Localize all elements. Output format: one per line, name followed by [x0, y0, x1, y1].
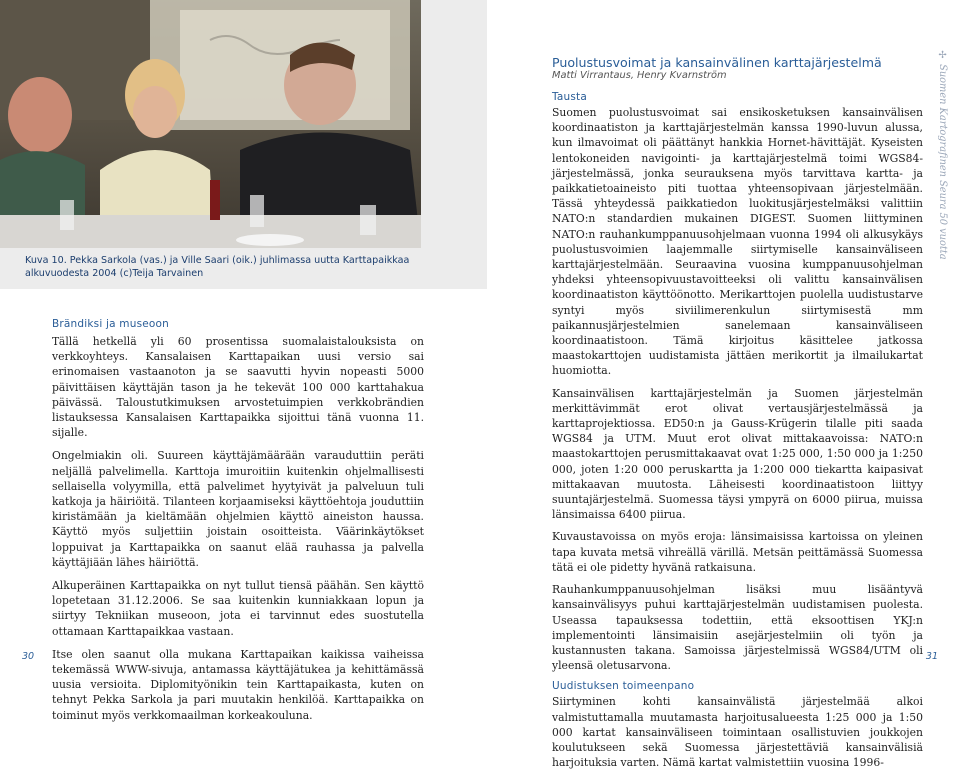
- paragraph: Alkuperäinen Karttapaikka on nyt tullut tiensä päähän. Sen käyttö lopetetaan 31.12.2006. Se saa kuitenkin kunniakkaan lopun ja siirtyy Tekniikan museoon, jota ei tarvinnut edes suostutella ottamaan Karttapaikkaa vastaan.: [52, 579, 424, 638]
- page-number-right: 31: [925, 651, 938, 662]
- side-running-title: [930, 50, 948, 260]
- right-column: [552, 55, 923, 777]
- section-heading-tausta: Tausta: [552, 91, 587, 103]
- paragraph: Ongelmiakin oli. Suureen käyttäjämäärään varauduttiin peräti neljällä palvelimella. Karttoja imuroitiin kuitenkin ohjelmallisesti sellaisella volyymilla, että palvelimet hyytyivät ja palveluun tuli katkoja ja häiriöitä. Tilanteen korjaamiseksi käyttöehtoja jouduttiin kiristämään ja kieltämään ohjelmien käyttö aineiston haussa. Käyttö myös suljettiin joistain osoitteista. Väärinkäytökset loppuivat ja Karttapaikka on saanut elää rauhassa ja palvella käyttäjiään lähes häiriöttä.: [52, 449, 424, 569]
- ornament-icon: ✢: [937, 50, 948, 61]
- section-heading-brandiksi: Brändiksi ja museoon: [52, 318, 170, 330]
- paragraph: Suomen puolustusvoimat sai ensikosketuksen kansainvälisen koordinaatiston ja karttajärjestelmän kanssa 1990-luvun alussa, kun ilmavoimat oli päättänyt hankkia Hornet-hävittäjät. Kyseisten lentokoneiden navigointi- ja karttajärjestelmä toimi WGS84-järjestelmässä, jonka seurauksena myös tarvittava kartta- ja paikkatietoaineisto piti tuottaa yhteensopivaan järjestelmään. Tässä yhteydessä paikkatiedon luokitusjärjestelmäksi valittiin NATO:n standardien mukainen DIGEST. Suomen liittyminen NATO:n rauhankumppanuusohjelmaan vuonna 1994 oli alkusykäys puolustusvoimien laajemmalle siirtymiselle kansainväliseen karttajärjestelmään. Seuraavina vuosina kumppanuusohjelman yhdeksi yhteensopivuustavoitteeksi oli valittu kansainvälisen koordinaatiston käyttöönotto. Merikarttojen puolella uudistustarve syntyi myös siviilimerenkulun siirtymisestä mm paikannusjärjestelmien sanelemaan kansainväliseen koordinaatistoon. Tämä kirjoitus käsittelee jatkossa maastokarttojen uudistamista jättäen merikortit ja ilmailukartat huomiotta.: [552, 106, 923, 378]
- page-number-left: 30: [22, 651, 35, 662]
- paragraph: Kuvaustavoissa on myös eroja: länsimaisissa kartoissa on yleinen tapa kuvata metsä vihreällä värillä. Metsän peittämässä Suomessa tätä ei ole pidetty hyvänä ratkaisuna.: [552, 530, 923, 574]
- paragraph: Kansainvälisen karttajärjestelmän ja Suomen järjestelmän merkittävimmät erot olivat vertausjärjestelmässä ja karttaprojektiossa. ED50:n ja Gauss-Krügerin tilalle piti saada WGS84 ja UTM. Muut erot olivat mittakaavoissa: NATO:n maastokarttojen perusmittakaavat ovat 1:25 000, 1:50 000 ja 1:250 000, joten 1:20 000 peruskartta ja 1:200 000 tiekartta kaipasivat mittakaavan muutosta. Läheisesti koordinaatistoon liittyy suuntajärjestelmä. Suomessa täysi ympyrä on 6000 piirua, muissa länsimaissa 6400 piirua.: [552, 386, 923, 522]
- left-column: [52, 318, 424, 731]
- photo-caption: Kuva 10. Pekka Sarkola (vas.) ja Ville Saari (oik.) juhlimassa uutta Karttapaikkaa alkuvuodesta 2004 (c)Teija Tarvainen: [25, 255, 410, 279]
- side-title-text: Suomen Kartografinen Seura 50 vuotta: [937, 64, 948, 260]
- photo-frame: [0, 0, 487, 289]
- paragraph: Tällä hetkellä yli 60 prosentissa suomalaistalouksista on verkkoyhteys. Kansalaisen Karttapaikan uusi versio sai erinomaisen vastaanoton ja se saavutti hyvin nopeasti 5000 päivittäisen käyttäjän tason ja he tekevät 100 000 karttahakua päivässä. Taloustutkimuksen arvostetuimpien verkkobrändien listauksessa Kansalaisen Karttapaikka sijoittui tänä vuonna 11. sijalle.: [52, 335, 424, 440]
- article-authors: Matti Virrantaus, Henry Kvarnström: [552, 70, 727, 81]
- event-photo: [0, 0, 421, 248]
- article-title: Puolustusvoimat ja kansainvälinen karttajärjestelmä: [552, 55, 882, 70]
- section-heading-uudistus: Uudistuksen toimeenpano: [552, 680, 695, 693]
- photo-illustration: [0, 0, 421, 248]
- paragraph: Itse olen saanut olla mukana Karttapaikan kaikissa vaiheissa tekemässä WWW-sivuja, antamassa käyttäjätukea ja kehittämässä uusia versioita. Diplomityönikin tein Karttapaikasta, kuten on tehnyt Pekka Sarkola ja pari muutakin henkilöä. Karttapaikka on toiminut myös verkkomaailman korkeakouluna.: [52, 647, 424, 722]
- paragraph: Rauhankumppanuusohjelman lisäksi muu lisääntyvä kansainvälisyys puhui karttajärjestelmän uudistamisen puolesta. Useassa tapauksessa todettiin, että eksoottisen YKJ:n implementointi länsimaisiin asejärjestelmiin oli työn ja kustannusten takana. Samoissa järjestelmissä WGS84/UTM oli yleensä oletusarvona.: [552, 583, 923, 673]
- paragraph: Siirtyminen kohti kansainvälistä järjestelmää alkoi valmistuttamalla muutamasta harjoitusalueesta 1:25 000 ja 1:50 000 kartat kansainväliseen toimintaan osallistuvien joukkojen koulutukseen sekä Suomessa järjestettäviä kansainvälisiä harjoituksia varten. Nämä kartat valmistettiin vuosina 1996-: [552, 695, 923, 770]
